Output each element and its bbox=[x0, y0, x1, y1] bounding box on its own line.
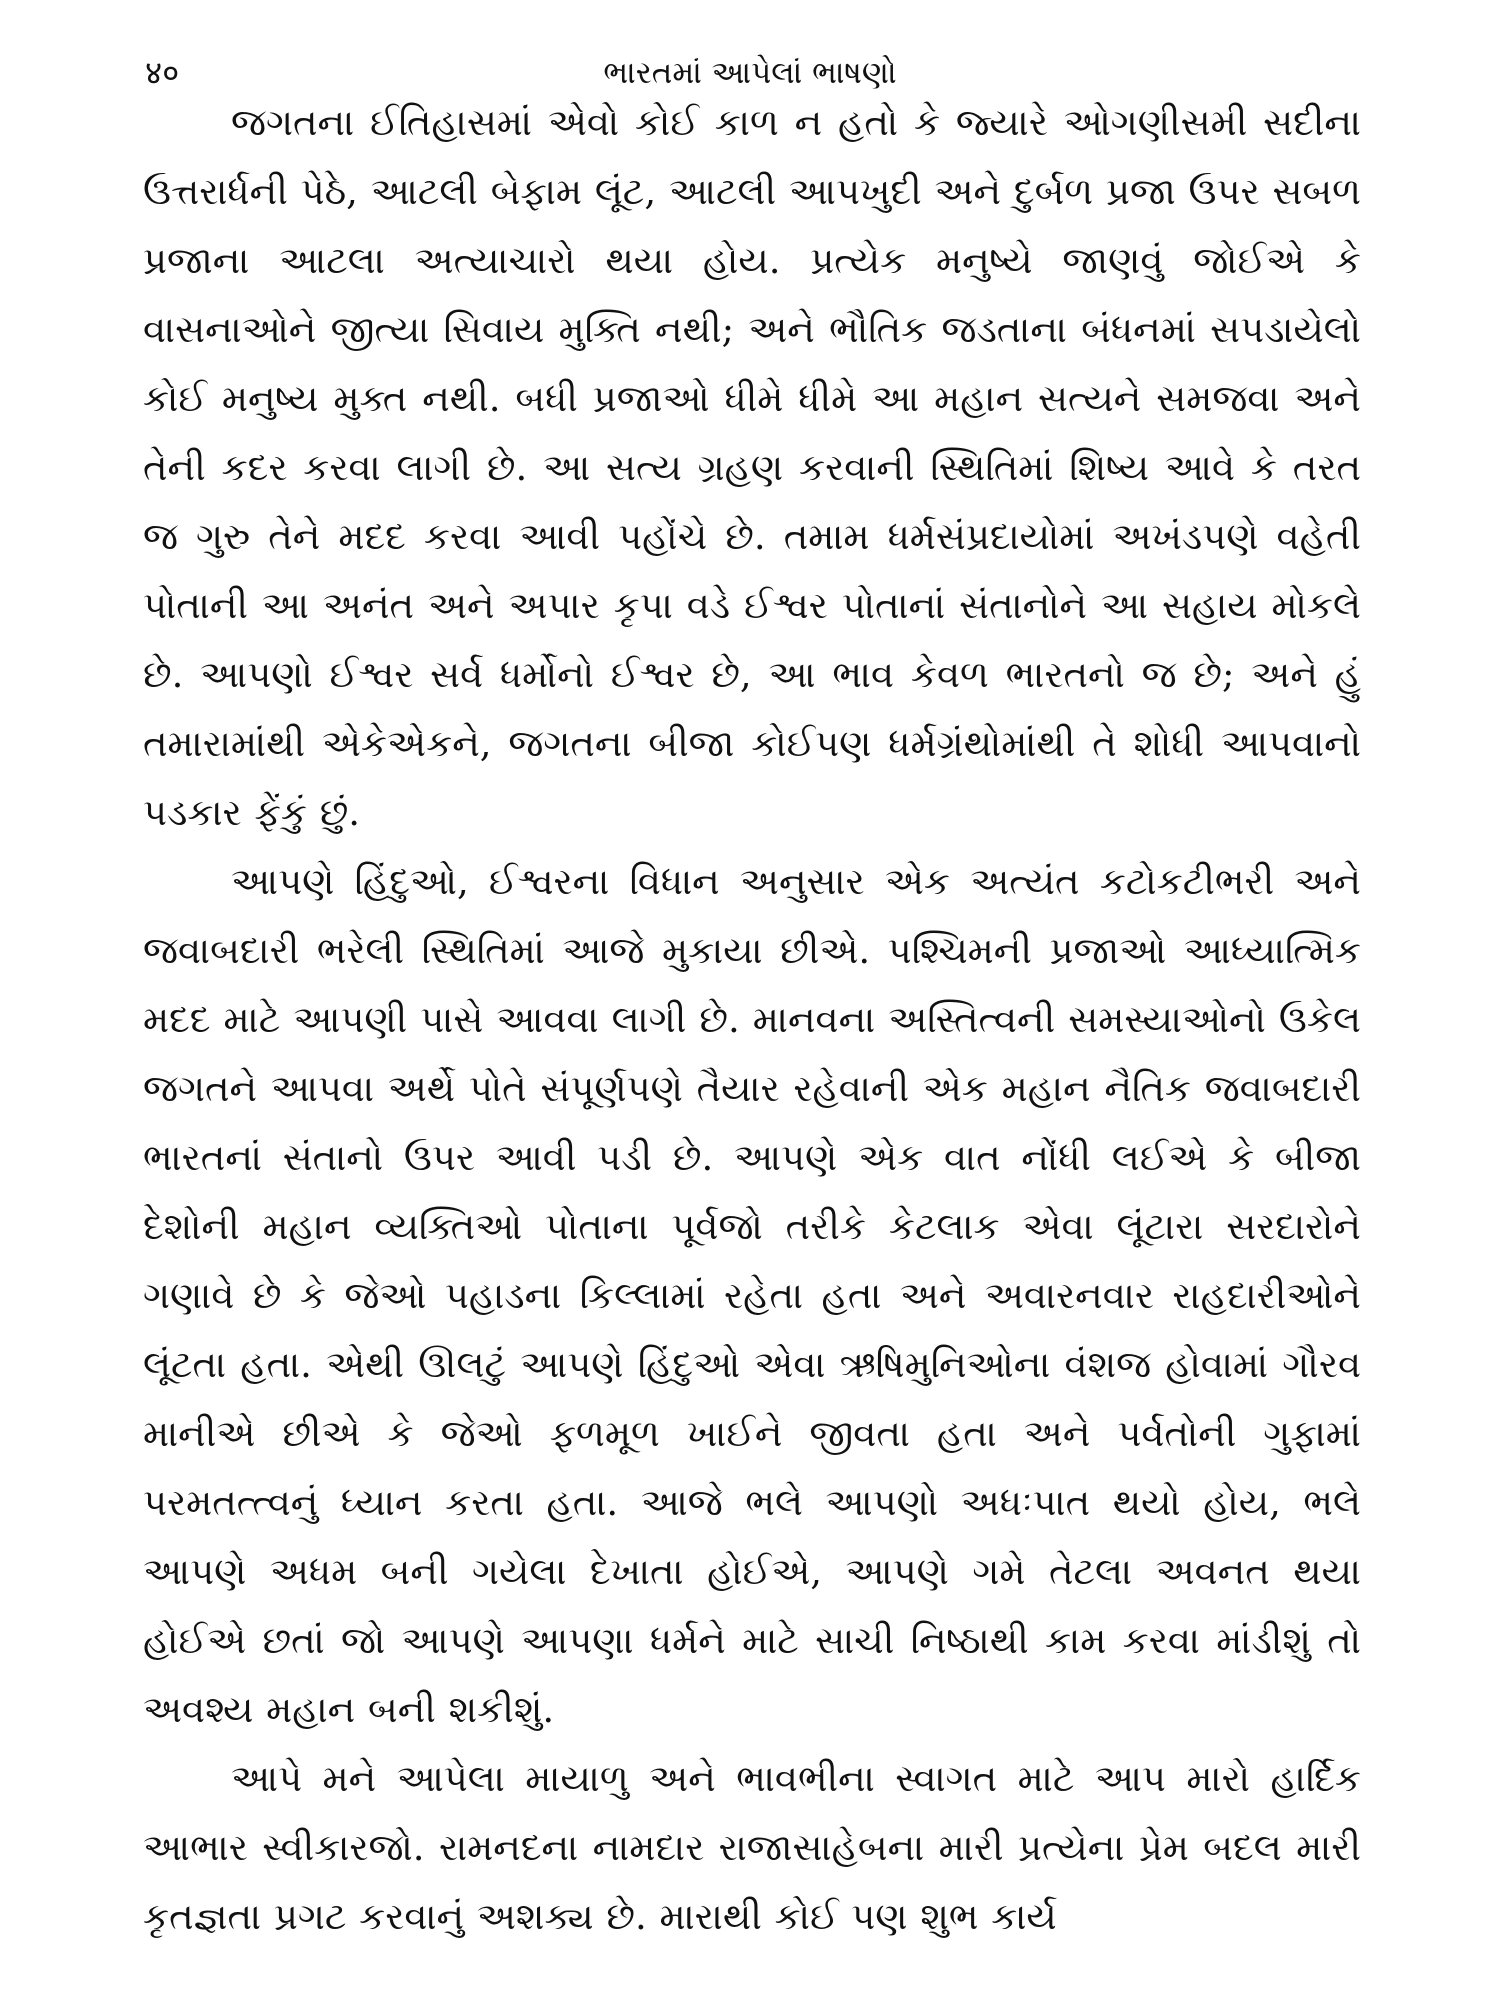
page-number: ४० bbox=[145, 53, 180, 92]
paragraph-3: આપે મને આપેલા માયાળુ અને ભાવભીના સ્વાગત માટે આપ મારો હાર્દિક આભાર સ્વીકારજો. રામનદના નામદાર રાજાસાહેબના મારી પ્રત્યેના પ્રેમ બદલ મારી કૃતજ્ઞતા પ્રગટ કરવાનું અશક્ય છે. મારાથી કોઈ પણ શુભ કાર્ય bbox=[143, 1757, 1361, 1938]
running-title: ભારતમાં આપેલાં ભાષણો bbox=[603, 55, 897, 91]
paragraph-2: આપણે હિંદુઓ, ઈશ્વરના વિધાન અનુસાર એક અત્યંત કટોકટીભરી અને જવાબદારી ભરેલી સ્થિતિમાં આજે મુકાયા છીએ. પશ્ચિમની પ્રજાઓ આધ્યાત્મિક મદદ માટે આપણી પાસે આવવા લાગી છે. માનવના અસ્તિત્વની સમસ્યાઓનો ઉકેલ જગતને આપવા અર્થે પોતે સંપૂર્ણપણે તૈયાર રહેવાની એક મહાન નૈતિક જવાબદારી ભારતનાં સંતાનો ઉપર આવી પડી છે. આપણે એક વાત નોંધી લઈએ કે બીજા દેશોની મહાન વ્યક્તિઓ પોતાના પૂર્વજો તરીકે કેટલાક એવા લૂંટારા સરદારોને ગણાવે છે કે જેઓ પહાડના કિલ્લામાં રહેતા હતા અને અવારનવાર રાહદારીઓને લૂંટતા હતા. એથી ઊલટું આપણે હિંદુઓ એવા ઋષિમુનિઓના વંશજ હોવામાં ગૌરવ માનીએ છીએ કે જેઓ ફળમૂળ ખાઈને જીવતા હતા અને પર્વતોની ગુફામાં પરમતત્ત્વનું ધ્યાન કરતા હતા. આજે ભલે આપણો અધઃપાત થયો હોય, ભલે આપણે અધમ બની ગયેલા દેખાતા હોઈએ, આપણે ગમે તેટલા અવનત થયા હોઈએ છતાં જો આપણે આપણા ધર્મને માટે સાચી નિષ્ઠાથી કામ કરવા માંડીશું તો અવશ્ય મહાન બની શકીશું. bbox=[143, 860, 1361, 1731]
paragraph-1: જગતના ઈતિહાસમાં એવો કોઈ કાળ ન હતો કે જ્યારે ઓગણીસમી સદીના ઉત્તરાર્ધની પેઠે, આટલી બેફામ લૂંટ, આટલી આપખુદી અને દુર્બળ પ્રજા ઉપર સબળ પ્રજાના આટલા અત્યાચારો થયા હોય. પ્રત્યેક મનુષ્યે જાણવું જોઈએ કે વાસનાઓને જીત્યા સિવાય મુક્તિ નથી; અને ભૌતિક જડતાના બંધનમાં સપડાયેલો કોઈ મનુષ્ય મુક્ત નથી. બધી પ્રજાઓ ધીમે ધીમે આ મહાન સત્યને સમજવા અને તેની કદર કરવા લાગી છે. આ સત્ય ગ્રહણ કરવાની સ્થિતિમાં શિષ્ય આવે કે તરત જ ગુરુ તેને મદદ કરવા આવી પહોંચે છે. તમામ ધર્મસંપ્રદાયોમાં અખંડપણે વહેતી પોતાની આ અનંત અને અપાર કૃપા વડે ઈશ્વર પોતાનાં સંતાનોને આ સહાય મોકલે છે. આપણો ઈશ્વર સર્વ ધર્મોનો ઈશ્વર છે, આ ભાવ કેવળ ભારતનો જ છે; અને હું તમારામાંથી એકેએકને, જગતના બીજા કોઈપણ ધર્મગ્રંથોમાંથી તે શોધી આપવાનો પડકાર ફેંકું છું. bbox=[143, 101, 1361, 834]
body-text bbox=[143, 88, 1361, 1951]
